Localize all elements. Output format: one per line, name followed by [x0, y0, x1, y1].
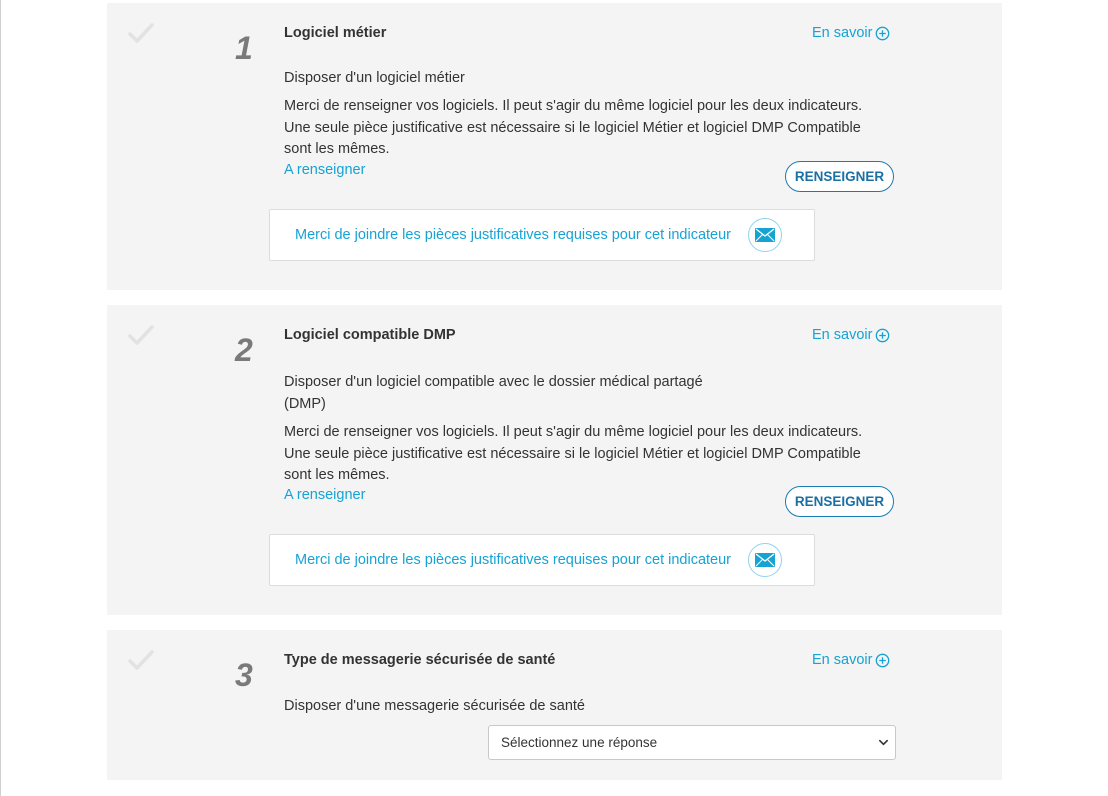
indicator-description — [284, 372, 894, 415]
indicator-info — [284, 422, 894, 487]
check-icon — [127, 648, 155, 672]
mail-button[interactable] — [748, 218, 782, 252]
indicator-card-2 — [107, 305, 1002, 615]
select-value: Sélectionnez une réponse — [501, 735, 658, 750]
check-icon — [127, 323, 155, 347]
chevron-down-icon — [878, 737, 889, 748]
description-line: (DMP) — [284, 395, 326, 412]
info-line: sont les mêmes. — [284, 467, 390, 483]
mail-icon — [755, 228, 775, 242]
learn-more-label: En savoir — [812, 652, 873, 668]
plus-circle-icon — [875, 328, 890, 343]
indicator-number: 2 — [235, 332, 253, 368]
status-link[interactable]: A renseigner — [284, 162, 366, 178]
indicator-title: Logiciel compatible DMP — [284, 327, 456, 343]
indicator-title: Type de messagerie sécurisée de santé — [284, 652, 556, 668]
page-left-border — [0, 0, 1, 796]
indicator-number: 3 — [235, 657, 253, 693]
info-line: Merci de renseigner vos logiciels. Il peut s'agir du même logiciel pour les deux indicateurs. — [284, 424, 863, 440]
attachment-text[interactable]: Merci de joindre les pièces justificatives requises pour cet indicateur — [295, 227, 732, 243]
info-line: Une seule pièce justificative est nécessaire si le logiciel Métier et logiciel DMP Compatible — [284, 445, 861, 462]
renseigner-button[interactable]: RENSEIGNER — [785, 486, 894, 517]
learn-more-link[interactable] — [812, 25, 890, 41]
indicator-description: Disposer d'une messagerie sécurisée de santé — [284, 698, 585, 714]
info-line: sont les mêmes. — [284, 141, 390, 157]
renseigner-button[interactable]: RENSEIGNER — [785, 161, 894, 192]
attachment-box — [269, 534, 815, 586]
learn-more-label: En savoir — [812, 327, 873, 343]
indicator-number: 1 — [235, 30, 253, 66]
attachment-text[interactable]: Merci de joindre les pièces justificatives requises pour cet indicateur — [295, 552, 732, 568]
attachment-box — [269, 209, 815, 261]
mail-icon — [755, 553, 775, 567]
info-line: Merci de renseigner vos logiciels. Il peut s'agir du même logiciel pour les deux indicateurs. — [284, 98, 863, 114]
status-link[interactable]: A renseigner — [284, 487, 366, 503]
description-line: Disposer d'un logiciel compatible avec le dossier médical partagé — [284, 374, 703, 390]
learn-more-link[interactable] — [812, 652, 890, 668]
check-icon — [127, 21, 155, 45]
indicator-card-1 — [107, 3, 1002, 290]
plus-circle-icon — [875, 26, 890, 41]
indicator-description: Disposer d'un logiciel métier — [284, 70, 465, 86]
indicator-card-3 — [107, 630, 1002, 780]
response-select[interactable] — [488, 725, 896, 760]
indicator-info — [284, 96, 894, 161]
plus-circle-icon — [875, 653, 890, 668]
mail-button[interactable] — [748, 543, 782, 577]
learn-more-label: En savoir — [812, 25, 873, 41]
learn-more-link[interactable] — [812, 327, 890, 343]
info-line: Une seule pièce justificative est nécessaire si le logiciel Métier et logiciel DMP Compatible — [284, 119, 861, 136]
indicator-title: Logiciel métier — [284, 25, 387, 41]
